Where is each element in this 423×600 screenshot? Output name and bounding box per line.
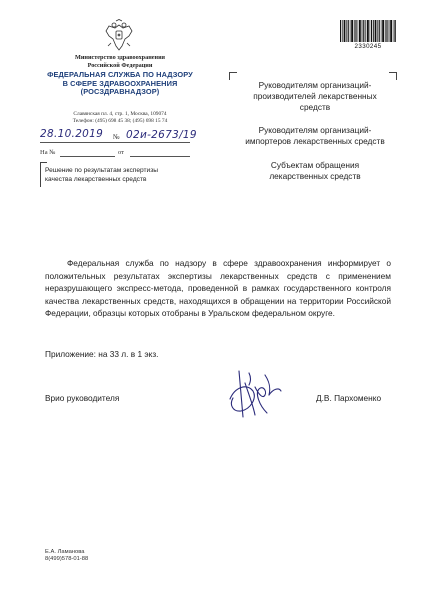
agency-line-2: В СФЕРЕ ЗДРАВООХРАНЕНИЯ (62, 78, 178, 88)
recipient-1-line-3: средств (299, 102, 331, 113)
recipient-1-line-1: Руководителям организаций- (258, 80, 372, 90)
handwritten-outgoing-number: 02и-2673/19 (126, 129, 197, 141)
coat-of-arms-emblem (103, 19, 135, 53)
address-line-1: Славянская пл. 4, стр. 1, Москва, 109074 (73, 111, 167, 117)
recipient-2-line-2: импортеров лекарственных средств (245, 136, 385, 147)
letter-subject (45, 166, 205, 184)
address-block-corner-left (229, 72, 237, 80)
agency-address (45, 111, 195, 125)
agency-line-1: ФЕДЕРАЛЬНАЯ СЛУЖБА ПО НАДЗОРУ (47, 70, 193, 79)
executor-info (45, 549, 88, 564)
signer-name: Д.В. Пархоменко (316, 393, 382, 403)
reference-date-line (130, 156, 190, 157)
recipient-3-line-2: лекарственных средств (269, 171, 361, 182)
reference-number-label: На № (40, 149, 56, 156)
reference-number-line (60, 156, 115, 157)
date-number-line (40, 142, 190, 143)
agency-line-3: (РОСЗДРАВНАДЗОР) (80, 87, 160, 97)
ministry-line-1: Министерство здравоохранения (74, 54, 166, 61)
recipient-2-line-1: Руководителям организаций- (258, 125, 372, 135)
barcode-number: 2330245 (354, 43, 382, 50)
reference-date-label: от (118, 149, 125, 156)
number-symbol: № (113, 133, 120, 141)
recipient-1-line-2: производителей лекарственных (253, 91, 377, 102)
executor-name: Е.А. Ламанова (45, 549, 85, 555)
executor-phone: 8(499)578-01-88 (45, 556, 89, 563)
barcode (340, 20, 396, 42)
ministry-name (50, 54, 190, 69)
recipient-importers (240, 125, 390, 147)
letter-body: Федеральная служба по надзору в сфере здравоохранения информирует о положительных результатах экспертизы лекарственных средств с применением неразрушающего экспресс-метода, проведенной в рамках государственного контроля качества лекарственных средств, находящихся в обращении на территории Российской Федерации, образцы которых отобраны в Уральском федеральном округе. (45, 258, 391, 319)
signer-title: Врио руководителя (45, 393, 120, 403)
handwritten-date: 28.10.2019 (40, 128, 104, 140)
recipient-circulation-subjects (240, 160, 390, 182)
subject-line-1: Решение по результатам экспертизы (45, 167, 158, 174)
address-line-2: Телефон: (495) 698 45 38; (495) 698 15 74 (72, 118, 168, 124)
recipient-3-line-1: Субъектам обращения (270, 160, 360, 170)
agency-name (40, 71, 200, 97)
address-block-corner-right (389, 72, 397, 80)
attachment-note: Приложение: на 33 л. в 1 экз. (45, 349, 159, 359)
ministry-line-2: Российской Федерации (87, 61, 153, 69)
handwritten-signature (225, 365, 285, 423)
recipient-manufacturers (240, 80, 390, 114)
subject-line-2: качества лекарственных средств (45, 176, 147, 183)
